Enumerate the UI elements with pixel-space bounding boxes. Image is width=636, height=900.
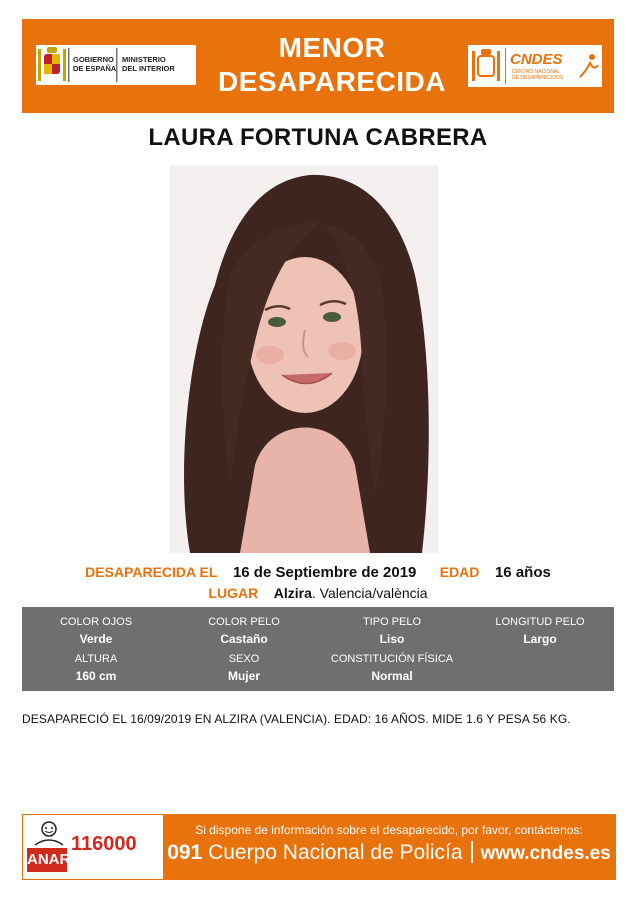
- portrait-photo-icon: [170, 165, 438, 553]
- place-label: LUGAR: [208, 585, 259, 601]
- contact-footer: [22, 814, 616, 880]
- contact-prompt: Si dispone de información sobre el desaparecido, por favor, contáctenos:: [195, 823, 583, 837]
- trait-sex: SEXO Mujer: [227, 653, 260, 683]
- separator: [471, 841, 473, 863]
- trait-eyes: COLOR OJOS Verde: [59, 616, 133, 646]
- anar-label: ANAR: [27, 848, 67, 872]
- missing-person-name: LAURA FORTUNA CABRERA: [148, 124, 488, 151]
- trait-height: ALTURA 160 cm: [74, 653, 118, 683]
- portrait-photo: [170, 165, 438, 553]
- gobierno-logo: [36, 45, 196, 85]
- poster-title: MENOR DESAPARECIDA: [218, 32, 446, 97]
- cndes-subtitle: CENTRO NACIONAL DE DESAPARECIDOS: [512, 69, 564, 81]
- anar-child-icon: [29, 819, 69, 849]
- place-region: . Valencia/valència: [311, 585, 428, 601]
- police-contact-panel: [163, 815, 615, 879]
- anar-phone[interactable]: 116000: [71, 833, 137, 855]
- police-name: Cuerpo Nacional de Policía: [208, 841, 463, 864]
- description-text: DESAPARECIÓ EL 16/09/2019 EN ALZIRA (VALENCIA). EDAD: 16 AÑOS. MIDE 1.6 Y PESA 56 KG.: [22, 712, 571, 726]
- disappearance-info: [0, 564, 636, 581]
- age-label: EDAD: [439, 564, 480, 580]
- website-link[interactable]: www.cndes.es: [480, 843, 611, 864]
- trait-build: CONSTITUCIÓN FÍSICA Normal: [330, 653, 454, 683]
- age-value: 16 años: [494, 564, 551, 581]
- trait-hair-length: LONGITUD PELO Largo: [495, 616, 585, 646]
- gobierno-text: GOBIERNO DE ESPAÑA: [73, 55, 117, 73]
- physical-traits-table: [22, 607, 614, 691]
- ministerio-text: MINISTERIO DEL INTERIOR: [122, 55, 175, 73]
- contact-line: [163, 841, 615, 865]
- trait-hair-color: COLOR PELO Castaño: [208, 616, 280, 646]
- cndes-logo: [468, 45, 602, 87]
- cndes-name: CNDES: [510, 51, 563, 68]
- disappeared-label: DESAPARECIDA EL: [85, 564, 218, 580]
- place-info: [0, 585, 636, 601]
- header-banner: [22, 19, 614, 113]
- police-number[interactable]: 091: [167, 841, 203, 864]
- disappeared-date: 16 de Septiembre de 2019: [232, 564, 417, 581]
- place-city: Alzira: [273, 585, 312, 601]
- trait-hair-type: TIPO PELO Liso: [362, 616, 422, 646]
